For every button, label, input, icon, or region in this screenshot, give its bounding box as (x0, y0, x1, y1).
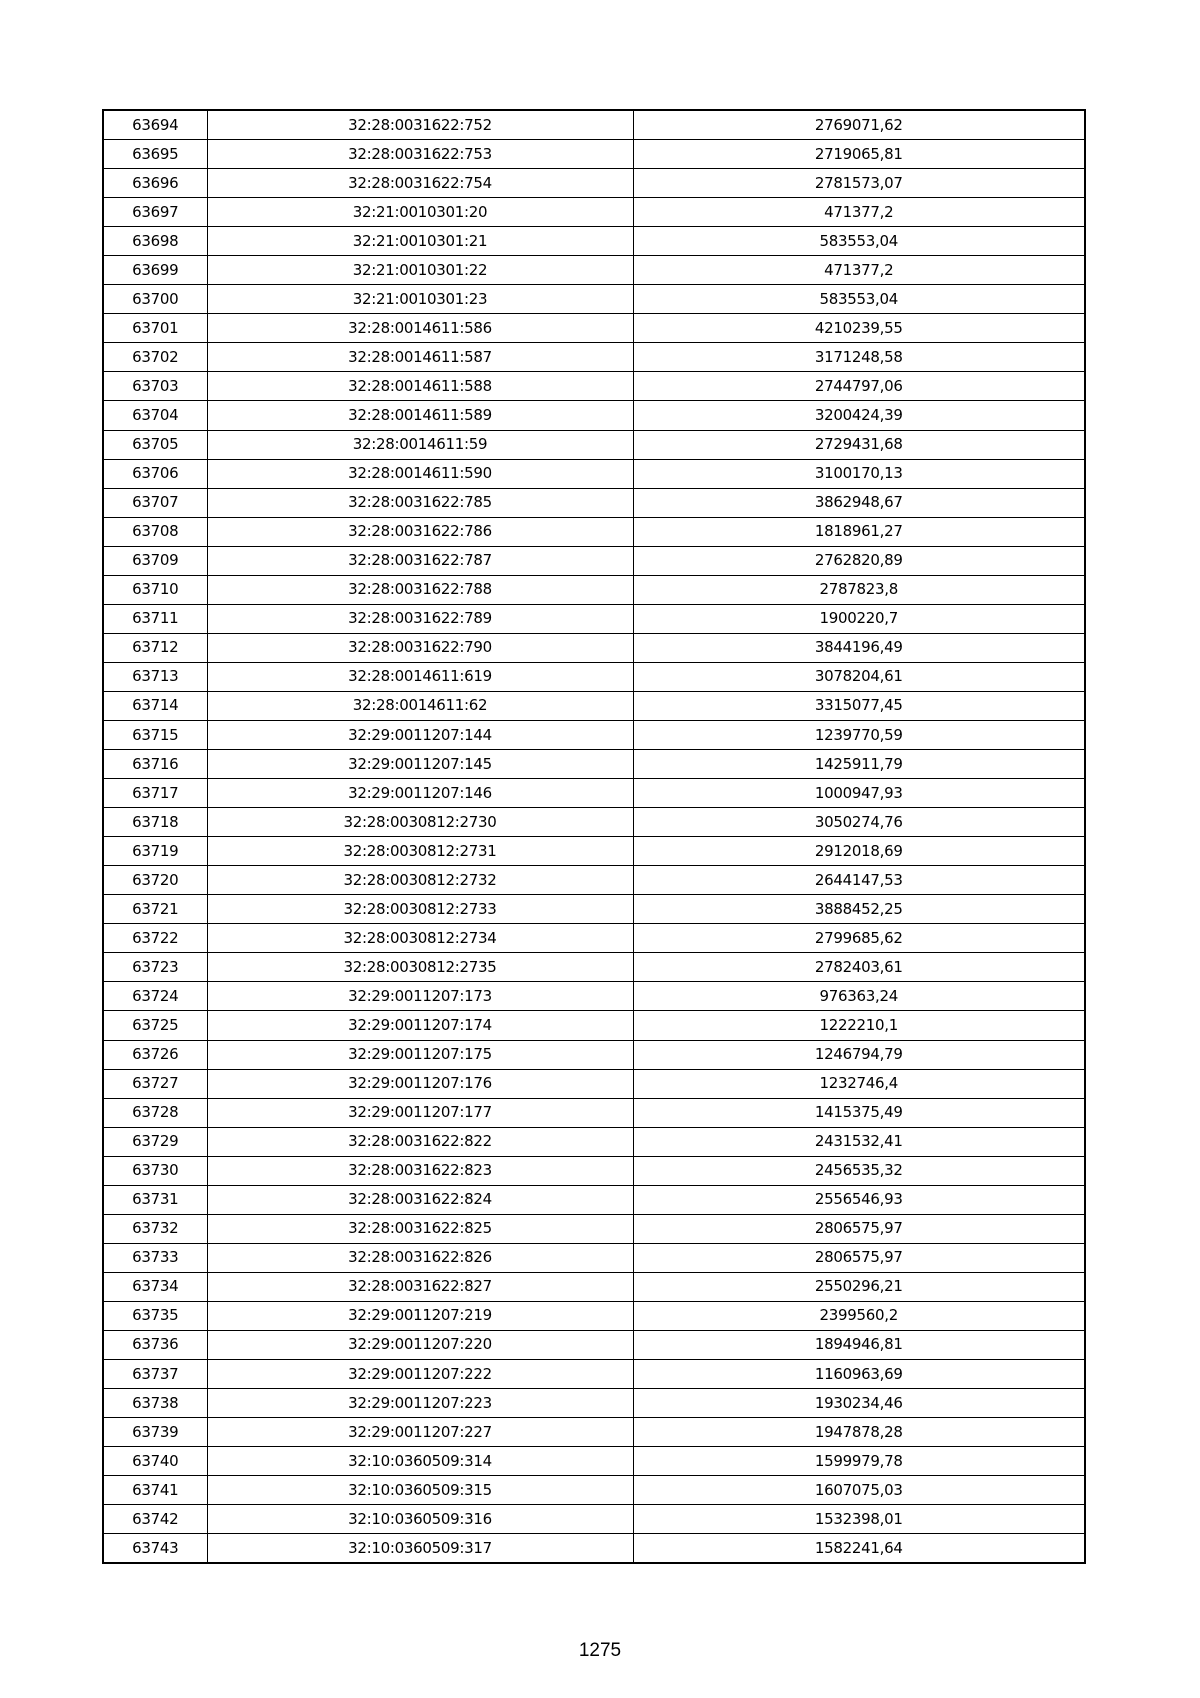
table-row (103, 227, 1085, 256)
table-row (103, 169, 1085, 198)
cadastral-value-cell: 2719065,81 (633, 140, 1085, 169)
row-number-cell: 63743 (103, 1534, 207, 1564)
row-number-cell: 63742 (103, 1505, 207, 1534)
cadastral-number-cell: 32:28:0014611:62 (207, 691, 633, 720)
cadastral-value-cell: 1239770,59 (633, 720, 1085, 749)
table-row (103, 314, 1085, 343)
cadastral-number-cell: 32:28:0014611:619 (207, 662, 633, 691)
row-number-cell: 63696 (103, 169, 207, 198)
cadastral-number-cell: 32:28:0031622:753 (207, 140, 633, 169)
table-row (103, 779, 1085, 808)
table-row (103, 1069, 1085, 1098)
cadastral-number-cell: 32:28:0014611:590 (207, 459, 633, 488)
table-row (103, 1301, 1085, 1330)
row-number-cell: 63708 (103, 517, 207, 546)
cadastral-value-cell: 2806575,97 (633, 1243, 1085, 1272)
row-number-cell: 63736 (103, 1330, 207, 1359)
cadastral-number-cell: 32:29:0011207:173 (207, 982, 633, 1011)
row-number-cell: 63700 (103, 285, 207, 314)
row-number-cell: 63709 (103, 546, 207, 575)
cadastral-value-cell: 3078204,61 (633, 662, 1085, 691)
cadastral-number-cell: 32:28:0031622:822 (207, 1127, 633, 1156)
table-row (103, 1360, 1085, 1389)
cadastral-number-cell: 32:28:0031622:790 (207, 633, 633, 662)
cadastral-number-cell: 32:28:0014611:588 (207, 372, 633, 401)
cadastral-number-cell: 32:28:0031622:826 (207, 1243, 633, 1272)
cadastral-value-cell: 1930234,46 (633, 1389, 1085, 1418)
table-row (103, 430, 1085, 459)
row-number-cell: 63720 (103, 866, 207, 895)
table-row (103, 110, 1085, 140)
cadastral-number-cell: 32:28:0030812:2730 (207, 808, 633, 837)
cadastral-number-cell: 32:10:0360509:317 (207, 1534, 633, 1564)
cadastral-number-cell: 32:28:0030812:2734 (207, 924, 633, 953)
cadastral-number-cell: 32:28:0031622:752 (207, 110, 633, 140)
cadastral-number-cell: 32:28:0031622:824 (207, 1185, 633, 1214)
table-row (103, 459, 1085, 488)
table-row (103, 1272, 1085, 1301)
cadastral-value-cell: 2912018,69 (633, 837, 1085, 866)
row-number-cell: 63702 (103, 343, 207, 372)
cadastral-value-cell: 3844196,49 (633, 633, 1085, 662)
table-row (103, 256, 1085, 285)
table-row (103, 1505, 1085, 1534)
cadastral-number-cell: 32:29:0011207:220 (207, 1330, 633, 1359)
row-number-cell: 63734 (103, 1272, 207, 1301)
cadastral-value-cell: 1607075,03 (633, 1476, 1085, 1505)
table-row (103, 924, 1085, 953)
row-number-cell: 63714 (103, 691, 207, 720)
cadastral-number-cell: 32:21:0010301:20 (207, 198, 633, 227)
cadastral-value-cell: 1222210,1 (633, 1011, 1085, 1040)
cadastral-number-cell: 32:10:0360509:315 (207, 1476, 633, 1505)
cadastral-value-cell: 2806575,97 (633, 1214, 1085, 1243)
row-number-cell: 63701 (103, 314, 207, 343)
cadastral-value-cell: 2399560,2 (633, 1301, 1085, 1330)
row-number-cell: 63737 (103, 1360, 207, 1389)
table-row (103, 372, 1085, 401)
cadastral-number-cell: 32:29:0011207:223 (207, 1389, 633, 1418)
table-row (103, 1330, 1085, 1359)
table-row (103, 198, 1085, 227)
row-number-cell: 63725 (103, 1011, 207, 1040)
page-number: 1275 (578, 1640, 622, 1661)
cadastral-number-cell: 32:28:0031622:827 (207, 1272, 633, 1301)
cadastral-number-cell: 32:29:0011207:227 (207, 1418, 633, 1447)
cadastral-number-cell: 32:28:0031622:789 (207, 604, 633, 633)
row-number-cell: 63697 (103, 198, 207, 227)
cadastral-value-cell: 2782403,61 (633, 953, 1085, 982)
cadastral-value-cell: 1894946,81 (633, 1330, 1085, 1359)
table-row (103, 1185, 1085, 1214)
cadastral-number-cell: 32:28:0031622:785 (207, 488, 633, 517)
cadastral-number-cell: 32:28:0014611:586 (207, 314, 633, 343)
row-number-cell: 63712 (103, 633, 207, 662)
cadastral-value-cell: 4210239,55 (633, 314, 1085, 343)
row-number-cell: 63739 (103, 1418, 207, 1447)
cadastral-number-cell: 32:29:0011207:174 (207, 1011, 633, 1040)
table-row (103, 1011, 1085, 1040)
row-number-cell: 63698 (103, 227, 207, 256)
table-row (103, 1040, 1085, 1069)
table-row (103, 720, 1085, 749)
cadastral-number-cell: 32:28:0014611:589 (207, 401, 633, 430)
row-number-cell: 63695 (103, 140, 207, 169)
row-number-cell: 63732 (103, 1214, 207, 1243)
cadastral-value-table (102, 109, 1086, 1564)
row-number-cell: 63724 (103, 982, 207, 1011)
table-row (103, 633, 1085, 662)
row-number-cell: 63718 (103, 808, 207, 837)
cadastral-value-cell: 2787823,8 (633, 575, 1085, 604)
cadastral-number-cell: 32:28:0014611:59 (207, 430, 633, 459)
row-number-cell: 63703 (103, 372, 207, 401)
row-number-cell: 63694 (103, 110, 207, 140)
cadastral-number-cell: 32:29:0011207:176 (207, 1069, 633, 1098)
cadastral-number-cell: 32:28:0031622:823 (207, 1156, 633, 1185)
row-number-cell: 63711 (103, 604, 207, 633)
cadastral-number-cell: 32:21:0010301:21 (207, 227, 633, 256)
row-number-cell: 63715 (103, 720, 207, 749)
cadastral-number-cell: 32:28:0014611:587 (207, 343, 633, 372)
cadastral-value-cell: 3862948,67 (633, 488, 1085, 517)
table-row (103, 750, 1085, 779)
cadastral-value-cell: 471377,2 (633, 198, 1085, 227)
row-number-cell: 63735 (103, 1301, 207, 1330)
cadastral-number-cell: 32:28:0031622:788 (207, 575, 633, 604)
cadastral-value-cell: 3200424,39 (633, 401, 1085, 430)
table-row (103, 140, 1085, 169)
cadastral-number-cell: 32:29:0011207:222 (207, 1360, 633, 1389)
row-number-cell: 63706 (103, 459, 207, 488)
cadastral-value-cell: 2431532,41 (633, 1127, 1085, 1156)
cadastral-number-cell: 32:29:0011207:219 (207, 1301, 633, 1330)
cadastral-number-cell: 32:29:0011207:144 (207, 720, 633, 749)
table-row (103, 1214, 1085, 1243)
table-row (103, 604, 1085, 633)
cadastral-value-cell: 3315077,45 (633, 691, 1085, 720)
row-number-cell: 63730 (103, 1156, 207, 1185)
table-row (103, 1243, 1085, 1272)
cadastral-value-cell: 1160963,69 (633, 1360, 1085, 1389)
cadastral-number-cell: 32:28:0030812:2731 (207, 837, 633, 866)
cadastral-number-cell: 32:28:0031622:787 (207, 546, 633, 575)
cadastral-number-cell: 32:21:0010301:23 (207, 285, 633, 314)
cadastral-value-cell: 1582241,64 (633, 1534, 1085, 1564)
cadastral-number-cell: 32:28:0031622:825 (207, 1214, 633, 1243)
row-number-cell: 63699 (103, 256, 207, 285)
cadastral-value-cell: 1900220,7 (633, 604, 1085, 633)
cadastral-value-cell: 2556546,93 (633, 1185, 1085, 1214)
table-row (103, 401, 1085, 430)
cadastral-number-cell: 32:10:0360509:314 (207, 1447, 633, 1476)
row-number-cell: 63741 (103, 1476, 207, 1505)
cadastral-value-cell: 976363,24 (633, 982, 1085, 1011)
table-row (103, 895, 1085, 924)
cadastral-number-cell: 32:29:0011207:177 (207, 1098, 633, 1127)
row-number-cell: 63728 (103, 1098, 207, 1127)
row-number-cell: 63731 (103, 1185, 207, 1214)
cadastral-number-cell: 32:10:0360509:316 (207, 1505, 633, 1534)
cadastral-value-cell: 1818961,27 (633, 517, 1085, 546)
cadastral-number-cell: 32:28:0030812:2732 (207, 866, 633, 895)
row-number-cell: 63726 (103, 1040, 207, 1069)
row-number-cell: 63705 (103, 430, 207, 459)
table-row (103, 1534, 1085, 1564)
cadastral-value-cell: 1000947,93 (633, 779, 1085, 808)
row-number-cell: 63740 (103, 1447, 207, 1476)
cadastral-number-cell: 32:29:0011207:145 (207, 750, 633, 779)
cadastral-number-cell: 32:29:0011207:146 (207, 779, 633, 808)
table-row (103, 575, 1085, 604)
row-number-cell: 63721 (103, 895, 207, 924)
cadastral-value-cell: 1947878,28 (633, 1418, 1085, 1447)
table-row (103, 517, 1085, 546)
row-number-cell: 63723 (103, 953, 207, 982)
cadastral-value-cell: 2769071,62 (633, 110, 1085, 140)
row-number-cell: 63738 (103, 1389, 207, 1418)
cadastral-value-cell: 2744797,06 (633, 372, 1085, 401)
cadastral-number-cell: 32:28:0030812:2733 (207, 895, 633, 924)
row-number-cell: 63729 (103, 1127, 207, 1156)
table-row (103, 953, 1085, 982)
table-row (103, 1098, 1085, 1127)
row-number-cell: 63716 (103, 750, 207, 779)
cadastral-value-cell: 2550296,21 (633, 1272, 1085, 1301)
row-number-cell: 63713 (103, 662, 207, 691)
cadastral-value-cell: 1246794,79 (633, 1040, 1085, 1069)
cadastral-number-cell: 32:28:0031622:786 (207, 517, 633, 546)
table-row (103, 691, 1085, 720)
row-number-cell: 63717 (103, 779, 207, 808)
cadastral-value-cell: 1532398,01 (633, 1505, 1085, 1534)
cadastral-number-cell: 32:28:0031622:754 (207, 169, 633, 198)
row-number-cell: 63722 (103, 924, 207, 953)
table-row (103, 866, 1085, 895)
cadastral-number-cell: 32:21:0010301:22 (207, 256, 633, 285)
cadastral-value-cell: 3171248,58 (633, 343, 1085, 372)
table-row (103, 546, 1085, 575)
table-row (103, 837, 1085, 866)
cadastral-value-cell: 2781573,07 (633, 169, 1085, 198)
cadastral-value-cell: 583553,04 (633, 285, 1085, 314)
table-row (103, 808, 1085, 837)
table-row (103, 1389, 1085, 1418)
cadastral-value-cell: 3888452,25 (633, 895, 1085, 924)
cadastral-value-cell: 2644147,53 (633, 866, 1085, 895)
cadastral-number-cell: 32:28:0030812:2735 (207, 953, 633, 982)
table-row (103, 1127, 1085, 1156)
cadastral-value-cell: 1425911,79 (633, 750, 1085, 779)
cadastral-value-cell: 3050274,76 (633, 808, 1085, 837)
table-row (103, 1476, 1085, 1505)
table-row (103, 662, 1085, 691)
cadastral-value-cell: 2729431,68 (633, 430, 1085, 459)
cadastral-value-cell: 2799685,62 (633, 924, 1085, 953)
table-row (103, 285, 1085, 314)
cadastral-value-cell: 1415375,49 (633, 1098, 1085, 1127)
cadastral-value-cell: 2762820,89 (633, 546, 1085, 575)
cadastral-value-cell: 583553,04 (633, 227, 1085, 256)
cadastral-value-cell: 471377,2 (633, 256, 1085, 285)
row-number-cell: 63719 (103, 837, 207, 866)
table-body (103, 110, 1085, 1563)
row-number-cell: 63704 (103, 401, 207, 430)
row-number-cell: 63707 (103, 488, 207, 517)
table-row (103, 1418, 1085, 1447)
table-row (103, 1447, 1085, 1476)
table-row (103, 1156, 1085, 1185)
table-row (103, 343, 1085, 372)
row-number-cell: 63727 (103, 1069, 207, 1098)
cadastral-number-cell: 32:29:0011207:175 (207, 1040, 633, 1069)
table-row (103, 488, 1085, 517)
table-row (103, 982, 1085, 1011)
cadastral-value-cell: 2456535,32 (633, 1156, 1085, 1185)
cadastral-value-cell: 1232746,4 (633, 1069, 1085, 1098)
row-number-cell: 63710 (103, 575, 207, 604)
cadastral-value-cell: 1599979,78 (633, 1447, 1085, 1476)
cadastral-value-cell: 3100170,13 (633, 459, 1085, 488)
row-number-cell: 63733 (103, 1243, 207, 1272)
